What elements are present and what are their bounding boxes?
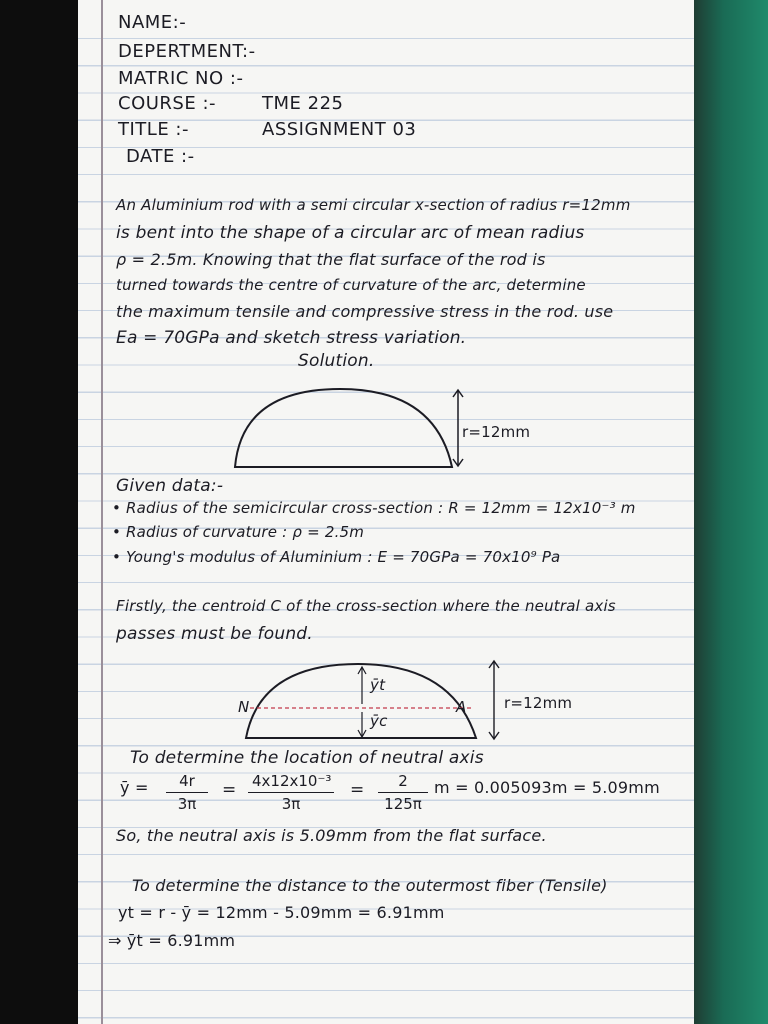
- background-right: [694, 0, 768, 1024]
- fraction-2-denominator: 3π: [281, 795, 301, 813]
- tensile-heading: To determine the distance to the outermost fiber (Tensile): [132, 876, 608, 895]
- yc-label: ȳc: [370, 712, 388, 730]
- equals-1: =: [222, 780, 237, 800]
- margin-line: [101, 0, 103, 1024]
- problem-line-3: ρ = 2.5m. Knowing that the flat surface of the rod is: [116, 250, 546, 269]
- centroid-line-2: passes must be found.: [116, 624, 313, 644]
- fraction-2-125pi: [378, 772, 428, 813]
- problem-line-6: Ea = 70GPa and sketch stress variation.: [116, 328, 467, 348]
- given-heading: Given data:-: [116, 476, 224, 496]
- yt-label: ȳt: [370, 676, 386, 694]
- problem-line-2: is bent into the shape of a circular arc of mean radius: [116, 223, 585, 243]
- radius-label-2: r=12mm: [504, 694, 573, 712]
- department-label: DEPERTMENT:-: [118, 41, 256, 62]
- course-value: TME 225: [262, 93, 344, 114]
- given-item-1: • Radius of the semicircular cross-section : R = 12mm = 12x10⁻³ m: [112, 499, 636, 517]
- fraction-2-numerator: 4x12x10⁻³: [248, 772, 334, 793]
- equals-2: =: [350, 780, 365, 800]
- course-label: COURSE :-: [118, 93, 216, 114]
- fraction-1-denominator: 3π: [177, 795, 197, 813]
- fraction-1-numerator: 4r: [166, 772, 208, 793]
- given-item-2: • Radius of curvature : ρ = 2.5m: [112, 523, 365, 541]
- centroid-line-1: Firstly, the centroid C of the cross-section where the neutral axis: [116, 597, 616, 615]
- given-item-3: • Young's modulus of Aluminium : E = 70GPa = 70x10⁹ Pa: [112, 548, 561, 566]
- ybar-result: m = 0.005093m = 5.09mm: [434, 778, 660, 797]
- date-label: DATE :-: [126, 146, 195, 167]
- tensile-equation: yt = r - ȳ = 12mm - 5.09mm = 6.91mm: [118, 903, 445, 922]
- fraction-numeric: [248, 772, 334, 813]
- neutral-axis-conclusion: So, the neutral axis is 5.09mm from the flat surface.: [116, 826, 547, 845]
- neutral-axis-figure: [240, 656, 520, 748]
- radius-label-1: r=12mm: [462, 423, 531, 441]
- tensile-result: ⇒ ȳt = 6.91mm: [108, 931, 236, 950]
- problem-line-4: turned towards the centre of curvature of the arc, determine: [116, 276, 586, 294]
- fraction-3-numerator: 2: [378, 772, 428, 793]
- fraction-3-denominator: 125π: [384, 795, 422, 813]
- fraction-4r-3pi: [166, 772, 208, 813]
- neutral-a-label: A: [456, 698, 467, 716]
- matric-label: MATRIC NO :-: [118, 68, 244, 89]
- title-label: TITLE :-: [118, 119, 189, 140]
- title-value: ASSIGNMENT 03: [262, 119, 417, 140]
- problem-line-1: An Aluminium rod with a semi circular x-section of radius r=12mm: [116, 196, 631, 214]
- ybar-symbol: ȳ =: [120, 778, 149, 797]
- neutral-n-label: N: [238, 698, 250, 716]
- neutral-axis-heading: To determine the location of neutral axis: [130, 748, 484, 768]
- name-label: NAME:-: [118, 12, 187, 33]
- problem-line-5: the maximum tensile and compressive stress in the rod. use: [116, 302, 614, 321]
- solution-heading: Solution.: [298, 351, 375, 371]
- background-left: [0, 0, 78, 1024]
